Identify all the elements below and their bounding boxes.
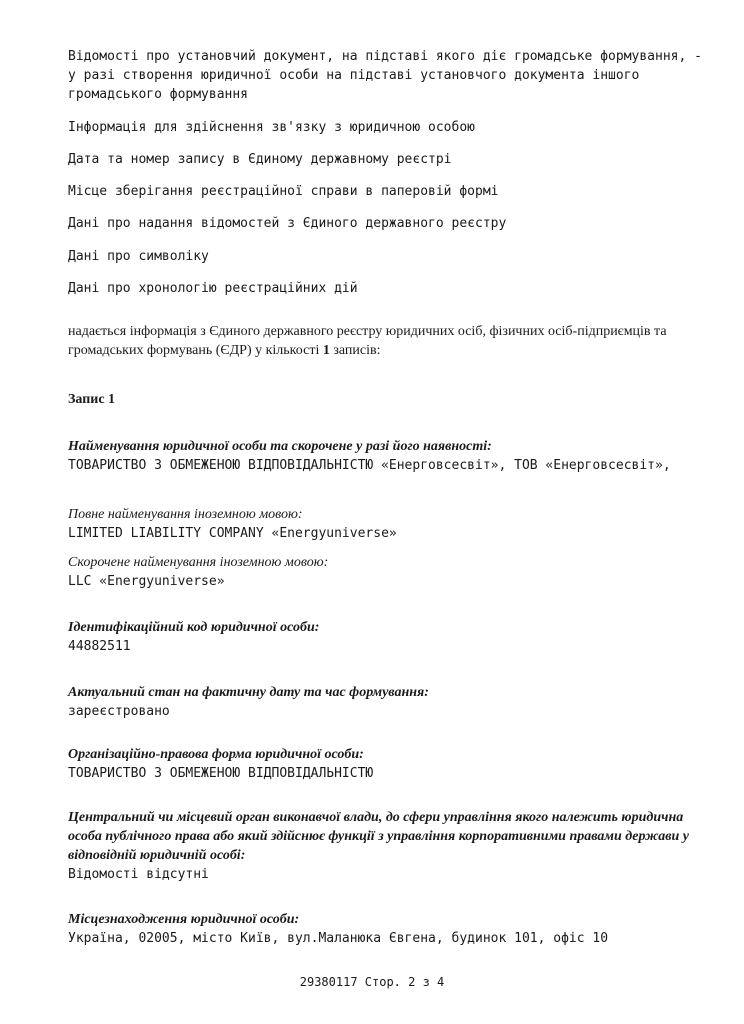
field-foreign-short-label: Скорочене найменування іноземною мовою: bbox=[68, 555, 329, 570]
statement-text: надається інформація з Єдиного державного реєстру юридичних осіб, фізичних осіб-підприємців та громадських формувань (ЄДР) у кількості bbox=[68, 324, 667, 358]
intro-storage-place: Місце зберігання реєстраційної справи в паперовій формі bbox=[68, 184, 499, 199]
record-count: 1 bbox=[322, 343, 330, 358]
field-id-code bbox=[68, 618, 708, 656]
field-foreign-short-value: LLC «Energyuniverse» bbox=[68, 574, 225, 589]
field-authority bbox=[68, 808, 708, 884]
record-title: Запис 1 bbox=[68, 392, 116, 407]
intro-record-date: Дата та номер запису в Єдиному державному реєстрі bbox=[68, 152, 452, 167]
intro-contact-info: Інформація для здійснення зв'язку з юридичною особою bbox=[68, 120, 475, 135]
statement-paragraph bbox=[68, 322, 708, 360]
field-foreign-full bbox=[68, 505, 708, 543]
field-foreign-full-label: Повне найменування іноземною мовою: bbox=[68, 507, 303, 522]
intro-founding-document: Відомості про установчий документ, на підставі якого діє громадське формування, - у разі створення юридичної особи на підставі установчого документа іншого громадського формування bbox=[68, 49, 702, 102]
field-status-label: Актуальний стан на фактичну дату та час формування: bbox=[68, 685, 429, 700]
field-name-label: Найменування юридичної особи та скорочене у разі його наявності: bbox=[68, 439, 492, 454]
field-id-code-label: Ідентифікаційний код юридичної особи: bbox=[68, 620, 320, 635]
field-name bbox=[68, 437, 708, 475]
field-status bbox=[68, 683, 708, 721]
field-authority-label: Центральний чи місцевий орган виконавчої влади, до сфери управління якого належить юридична особа публічного права або який здійснює функції з управління корпоративними правами держави у відповідній юридичній особі: bbox=[68, 810, 689, 863]
field-legal-form-value: ТОВАРИСТВО З ОБМЕЖЕНОЮ ВІДПОВІДАЛЬНІСТЮ bbox=[68, 766, 374, 781]
field-location bbox=[68, 910, 708, 948]
field-id-code-value: 44882511 bbox=[68, 639, 131, 654]
field-legal-form-label: Організаційно-правова форма юридичної особи: bbox=[68, 747, 364, 762]
field-location-label: Місцезнаходження юридичної особи: bbox=[68, 912, 300, 927]
field-name-value: ТОВАРИСТВО З ОБМЕЖЕНОЮ ВІДПОВІДАЛЬНІСТЮ «Енерговсесвіт», ТОВ «Енерговсесвіт», bbox=[68, 458, 671, 473]
page-footer: 29380117 Стор. 2 з 4 bbox=[299, 975, 445, 989]
field-location-value: Україна, 02005, місто Київ, вул.Маланюка Євгена, будинок 101, офіс 10 bbox=[68, 931, 609, 946]
intro-symbolics: Дані про символіку bbox=[68, 249, 209, 264]
intro-chronology: Дані про хронологію реєстраційних дій bbox=[68, 281, 358, 296]
field-status-value: зареєстровано bbox=[68, 704, 170, 719]
field-legal-form bbox=[68, 745, 708, 783]
intro-data-provision: Дані про надання відомостей з Єдиного державного реєстру bbox=[68, 216, 507, 231]
field-foreign-full-value: LIMITED LIABILITY COMPANY «Energyuniverse» bbox=[68, 526, 397, 541]
statement-suffix: записів: bbox=[329, 343, 381, 358]
field-foreign-short bbox=[68, 553, 708, 591]
field-authority-value: Відомості відсутні bbox=[68, 867, 209, 882]
